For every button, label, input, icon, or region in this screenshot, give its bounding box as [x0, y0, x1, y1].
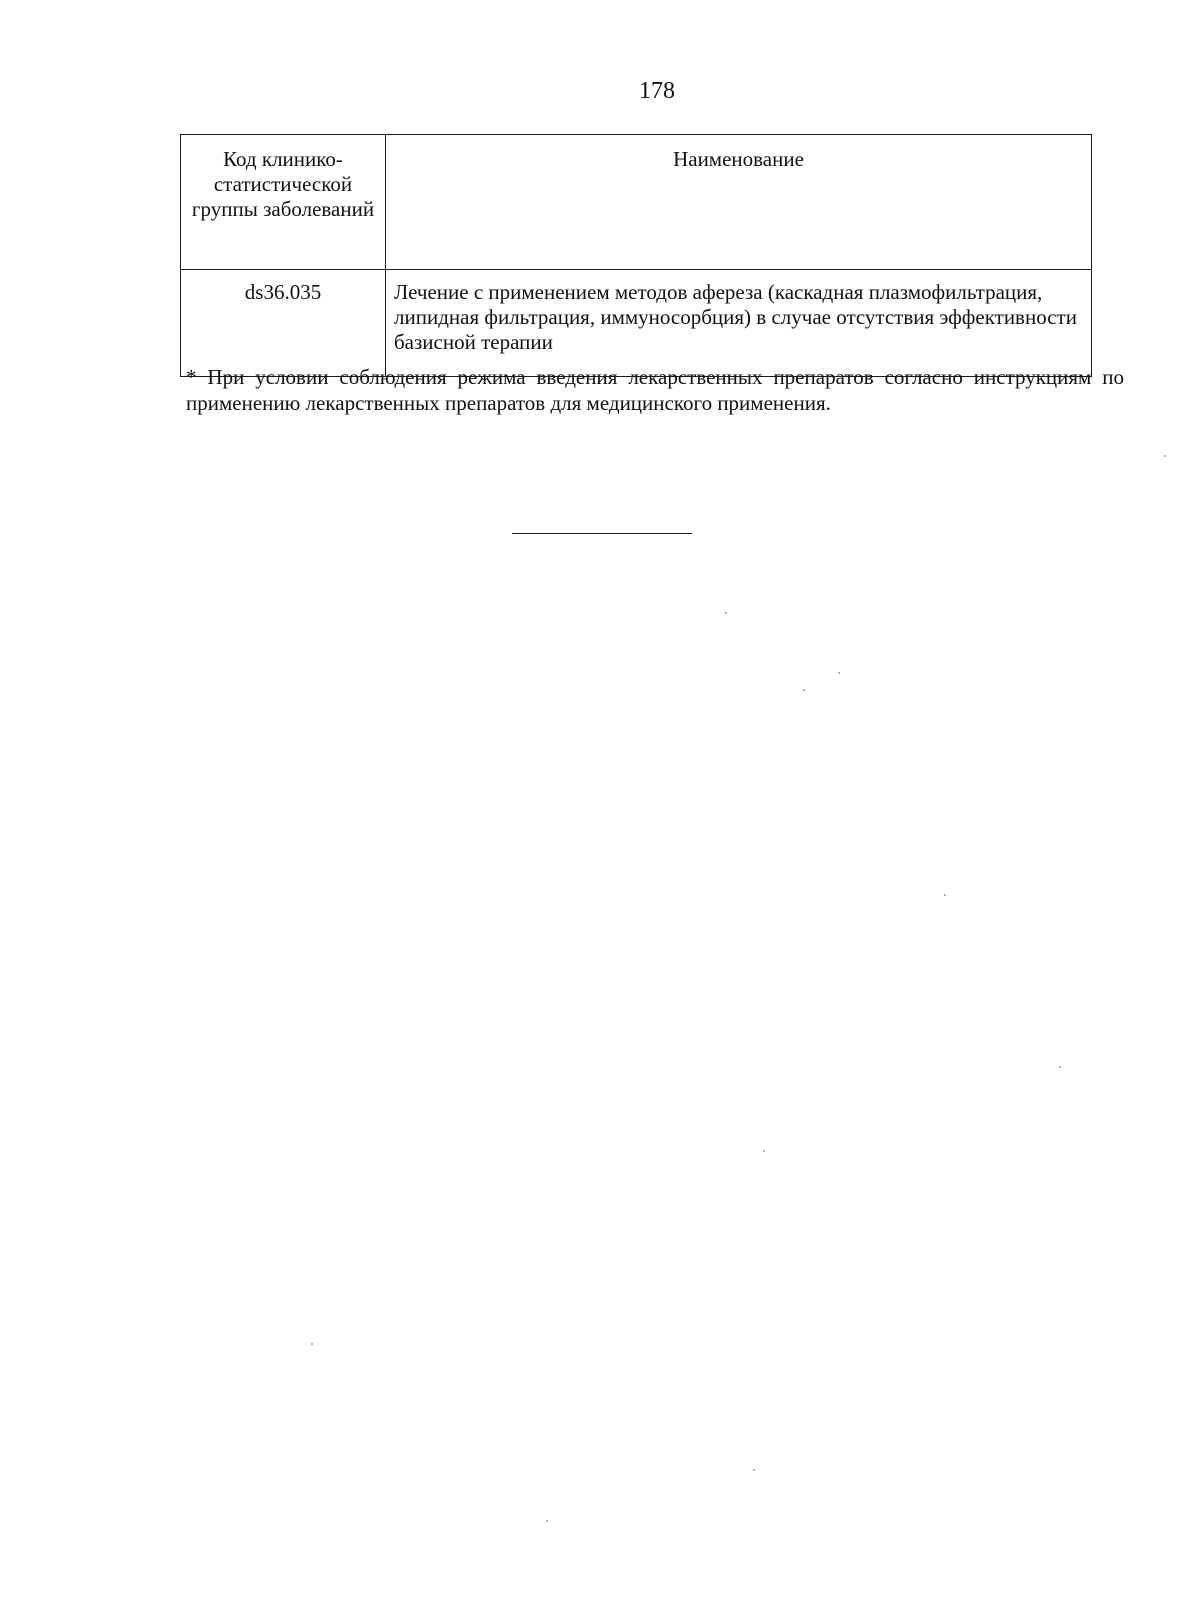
closing-divider	[512, 533, 692, 534]
row-code: ds36.035	[181, 270, 386, 377]
scan-speck	[763, 1150, 765, 1152]
scan-speck	[944, 894, 946, 896]
header-name: Наименование	[386, 135, 1092, 270]
scan-speck	[753, 1469, 755, 1471]
disease-group-table	[180, 134, 1092, 377]
scan-speck	[1059, 1066, 1061, 1068]
row-name: Лечение с применением методов афереза (каскадная плазмофильтрация, липидная фильтрация, иммуносорбция) в случае отсутствия эффективности базисной терапии	[386, 270, 1092, 377]
scan-speck	[838, 672, 840, 674]
scan-speck	[1164, 455, 1166, 457]
scan-speck	[311, 1343, 313, 1345]
scan-speck	[546, 1520, 548, 1522]
page-number: 178	[639, 78, 675, 104]
table-header-row	[181, 135, 1092, 270]
footnote: * При условии соблюдения режима введения лекарственных препаратов согласно инструкциям по применению лекарственных препаратов для медицинского применения.	[186, 365, 1124, 415]
table-row	[181, 270, 1092, 377]
scan-speck	[725, 612, 727, 614]
scan-speck	[803, 689, 805, 691]
header-code: Код клинико-статистической группы заболеваний	[181, 135, 386, 270]
